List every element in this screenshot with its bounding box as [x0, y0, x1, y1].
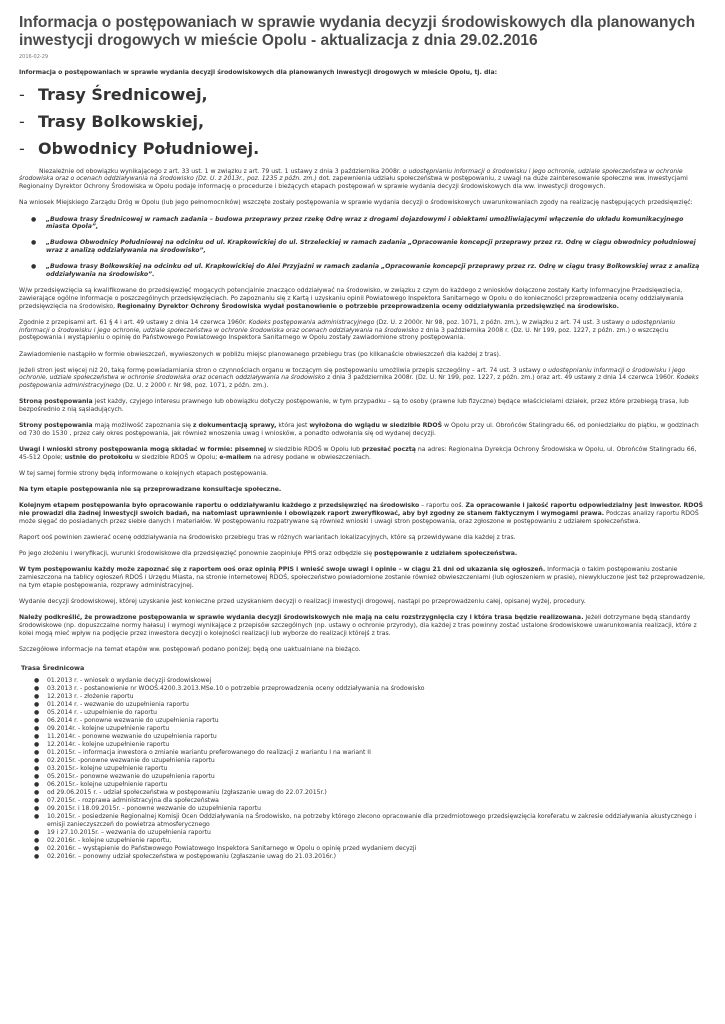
timeline-item: ● 19 i 27.10.2015r. – wezwania do uzupełnienia raportu	[19, 829, 707, 837]
text: W/w przedsięwzięcia są kwalifikowane do przedsięwzięć mogących potencjalnie znacząco oddziaływać na środowisko, w związku z czym do każdego z wniosków dołączone zostały Karty Informacyjne Przedsięwzięcia, zawierające ogólne informacje o poszczególnych przedsięwzięciach. Po zapoznaniu się z Kartą i uzyskaniu opinii Powiatowego Inspektora Sanitarnego w Opolu o do konieczności przeprowadzenia oceny oddziaływania przedsięwzięcia na środowisko,	[19, 287, 684, 310]
law-citation: Kodeks postępowania administracyjnego	[19, 374, 699, 390]
text: (Dz. U. z 2000r. Nr 98, poz. 1071, z późn. zm.), w związku z art. 74 ust. 3 ustawy	[376, 318, 624, 326]
text-bold: z dokumentacją sprawy,	[192, 422, 277, 430]
paragraph-emphasis	[19, 614, 707, 637]
text: w siedzibie RDOŚ w Opolu lub	[268, 446, 361, 454]
paragraph-public-participation	[19, 566, 707, 589]
list-item	[19, 263, 707, 279]
paragraph-announcement: Zawiadomienie nastąpiło w formie obwieszczeń, wywieszonych w pobliżu miejsc planowanego przebiegu tras (po kilkanaście obwieszczeń dla każdej z tras).	[19, 350, 501, 358]
text: która jest	[278, 422, 308, 430]
paragraph-notification	[19, 319, 707, 342]
text-bold: ustnie do protokołu	[64, 453, 133, 461]
timeline-item: ● 05.2015r.- ponowne wezwanie do uzupełnienia raportu	[19, 773, 707, 781]
text: w Opolu przy ul. Obrońców Stalingradu 66, od poniedziałku do piątku, w godzinach od 730 do 1530 , przez cały okres postępowania, jak również wnoszenia uwag i wniosków, a ponadto odwołania się od wydanej decyzji.	[19, 422, 699, 437]
text-bold: Na tym etapie postępowania nie są przeprowadzane konsultacje społeczne.	[19, 486, 282, 494]
route-dash: -	[19, 138, 25, 158]
law-citation: o udostępnianiu informacji o środowisku i jego ochronie, udziale społeczeństwa w ochronie środowiska oraz ocenach oddziaływania na środowisko	[19, 366, 686, 382]
text: (Dz. U. z 2000 r. Nr 98, poz. 1071, z późn. zm.).	[122, 382, 269, 390]
text-bold: : pisemnej	[230, 446, 267, 454]
route-item	[19, 112, 707, 131]
list-item	[19, 216, 707, 232]
timeline-list	[19, 677, 707, 861]
law-citation: o udostępnianiu informacji o środowisku i jego ochronie, udziale społeczeństwa w ochronie środowiska oraz o ocenach oddziaływania na środowisko (Dz. U. z 2013r., poz. 1235 z późn. zm.)	[19, 167, 683, 183]
text-bold: przesłać pocztą	[362, 446, 416, 454]
text: Po jego złożeniu i weryfikacji, wurunki środowiskowe dla przedsięwzięć ponownie zaopiniuje PPIS oraz odbędzie się	[19, 550, 373, 558]
paragraph-no-consultation	[19, 486, 707, 494]
timeline-item: ● 01.2015r. – informacja inwestora o zmianie wariantu preferowanego do realizacji z wariantu I na wariant II	[19, 749, 707, 757]
text-bold: wyłożona do wglądu w siedzibie RDOŚ	[309, 422, 443, 430]
paragraph-report	[19, 502, 707, 525]
text: Jeżeli stron jest więcej niż 20, taką formę powiadamiania stron o czynnościach organu w toczącym się postępowaniu umożliwia przepis szczególny – art. 74 ust. 3 ustawy	[19, 366, 541, 374]
route-dash: -	[19, 84, 25, 104]
timeline-item: ● 01.2013 r. - wniosek o wydanie decyzji środowiskowej	[19, 677, 707, 685]
timeline-item: ● 10.2015r. - posiedzenie Regionalnej Komisji Ocen Oddziaływania na Środowisko, na potrzeby którego zlecono opracowanie dla przedmiotowego przedsięwzięcia koreferatu w zakresie oddziaływania akustycznego i emisji zanieczyszczeń do powietrza atmosferycznego	[19, 813, 707, 829]
text: Informacja o takim postępowaniu zostanie zamieszczona na tablicy ogłoszeń RDOŚ i Urzędu Miasta, na stronie internetowej RDOŚ, społeczeństwo powiadomione zostanie również obwieszczeniami (lub ogłoszeniem w prasie), niewykluczone jest też przeprowadzenie, na tym etapie postępowania, rozprawy administracyjnej.	[19, 566, 705, 589]
text: jest każdy, czyjego interesu prawnego lub obowiązku dotyczy postępowanie, w tym przypadku – są to osoby (prawne lub fizyczne) będące właścicielami działek, przez które przebiegą trasa, lub bezpośrednio z nią sąsiadujących.	[19, 398, 689, 414]
timeline-item: ● 09.2015r. i 18.09.2015r. - ponowne wezwanie do uzupełnienia raportu	[19, 805, 707, 813]
text-bold: Za opracowanie i jakość raportu odpowiedzialny jest inwestor. RDOŚ nie prowadzi dla żadnej inwestycji swoich badań, na natomiast uprawnienie i obowiązek raport zweryfikować, aby był zgodny ze stanem faktycznym i wymogami prawa.	[19, 502, 704, 518]
text: Podczas analizy raportu RDOŚ może sięgać do posiadanych przez siebie danych i materiałów. W postępowaniu rozpatrywane są również wnioski i uwagi stron postępowania, oraz zgłoszone w postępowaniu z udziałem społeczeństwa.	[19, 510, 699, 525]
text-bold: Strony postępowania	[19, 422, 93, 430]
text-bold: Regionalny Dyrektor Ochrony Środowiska wydał postanowienie o potrzebie przeprowadzenia oceny oddziaływania przedsięwzięć na środowisko.	[117, 302, 619, 310]
paragraph-decision: Wydanie decyzji środowiskowej, której uzyskanie jest konieczne przed uzyskaniem decyzji o realizacji inwestycji drogowej, nastąpi po przeprowadzeniu całej, opisanej wyżej, procedury.	[19, 598, 586, 606]
section-title: Trasa Średnicowa	[21, 663, 85, 672]
page-title: Informacja o postępowaniach w sprawie wydania decyzji środowiskowych dla planowanych inwestycji drogowych w mieście Opolu - aktualizacja z dnia 29.02.2016	[19, 14, 696, 49]
timeline-item: ● 11.2014r. - ponowne wezwanie do uzupełnienia raportu	[19, 733, 707, 741]
timeline-item: ● 12.2013 r. - złożenie raportu	[19, 693, 707, 701]
timeline-item: ● 02.2016r. – ponowny udział społeczeństwa w postępowaniu (zgłaszanie uwag do 21.03.2016r.)	[19, 853, 707, 861]
paragraph-comments	[19, 446, 707, 461]
text-bold: Kolejnym etapem postępowania było opracowanie raportu o oddziaływaniu każdego z przedsięwzięć na środowisko	[19, 502, 420, 510]
timeline-item: ● 01.2014 r. - wezwanie do uzupełnienia raportu	[19, 701, 707, 709]
text-bold: Uwagi i wnioski strony postępowania mogą składać w formie	[19, 446, 231, 454]
timeline-item: ● 06.2015r.- kolejne uzupełnienie raportu	[19, 781, 707, 789]
timeline-item: ● 02.2015r. -ponowne wezwanie do uzupełnienia raportu	[19, 757, 707, 765]
project-name: „Budowa Obwodnicy Południowej na odcinku od ul. Krapkowickiej do ul. Strzeleckiej w ramach zadania „Opracowanie koncepcji przeprawy przez rz. Odrę w ciągu obwodnicy południowej wraz z analizą oddziaływania na środowisko”,	[46, 239, 696, 254]
text: dot. zapewnienia udziału społeczeństwa w postępowaniu, z uwagi na duże zainteresowanie społeczne ww. inwestycjami Regionalny Dyrektor Ochrony Środowiska w Opolu podaje informację o procedurze i bieżących etapach postępowań w sprawie wydania decyzji środowiskowych dla ww. inwestycji drogowych.	[19, 175, 688, 191]
law-citation: o udostępnianiu informacji o środowisku i jego ochronie, udziale społeczeństwa w ochronie środowiska oraz ocenach oddziaływania na środowisko	[19, 318, 676, 334]
project-name: „Budowa trasy Średnicowej w ramach zadania – budowa przeprawy przez rzekę Odrę wraz z drogami dojazdowymi i obiektami umożliwiającymi włączenie do układu komunikacyjnego miasta Opola”,	[46, 215, 684, 231]
route-item	[19, 139, 707, 158]
text: na adres: Regionalna Dyrekcja Ochrony Środowiska w Opolu, ul. Obrońców Stalingradu 66, 45-512 Opole;	[19, 446, 697, 461]
paragraph-qualification	[19, 287, 707, 310]
text: z dnia 3 października 2008r. (Dz. U. Nr 199, poz. 1227, z późn. zm.) oraz art. 49 ustawy z dnia 14 czerwca 1960r.	[327, 374, 675, 382]
project-list	[19, 216, 707, 279]
text-bold: Należy podkreślić, że prowadzone postępowania w sprawie wydania decyzji środowiskowych nie mają na celu rozstrzygnięcia czy i która trasa będzie realizowana.	[19, 614, 584, 622]
intro-paragraph	[19, 69, 707, 77]
paragraph-details: Szczegółowe informacje na temat etapów ww. postępowań podano poniżej; będą one uaktualniane na bieżąco.	[19, 645, 361, 653]
route-item	[19, 85, 707, 104]
list-item	[19, 239, 707, 255]
timeline-item: ● od 29.06.2015 r. - udział społeczeństwa w postępowaniu (zgłaszanie uwag do 22.07.2015r.)	[19, 789, 707, 797]
timeline-item: ● 06.2014 r. - ponowne wezwanie do uzupełnienia raportu	[19, 717, 707, 725]
publish-date: 2016-02-29	[19, 54, 49, 60]
timeline-item: ● 09.2014r. - kolejne uzupełnienie raportu	[19, 725, 707, 733]
route-label: Obwodnicy Południowej.	[38, 138, 260, 158]
timeline-item: ● 03.2013 r. - postanowienie nr WOOŚ.4200.3.2013.MSe.10 o potrzebie przeprowadzenia oceny oddziaływania na środowisko	[19, 685, 707, 693]
text-bold: Stroną postępowania	[19, 398, 93, 406]
text: na adresy podane w obwieszczeniach.	[253, 453, 371, 461]
law-citation: Kodeks postępowania administracyjnego	[248, 318, 375, 326]
intro-text: Informacja o postępowaniach w sprawie wydania decyzji środowiskowych dla planowanych inwestycji drogowych w mieście Opolu, tj. dla:	[19, 69, 498, 76]
text-bold: e-mailem	[219, 453, 252, 461]
timeline-item: ● 02.2016r. – wystąpienie do Państwowego Powiatowego Inspektora Sanitarnego w Opolu o opinię przed wydaniem decyzji	[19, 845, 707, 853]
paragraph-report-content: Raport ooś powinien zawierać ocenę oddziaływania na środowisko przebiegu tras w różnych wariantach lokalizacyjnych, które są przewidywane dla każdej z tras.	[19, 534, 516, 542]
text: w siedzibie RDOŚ w Opolu;	[134, 453, 218, 461]
route-dash: -	[19, 111, 25, 131]
timeline-item: ● 12.2014r. - kolejne uzupełnienie raportu	[19, 741, 707, 749]
timeline-item: ● 02.2016r. - kolejne uzupełnienie raportu,	[19, 837, 707, 845]
text: z dnia 3 października 2008 r. (Dz. U. Nr 199, poz. 1227, z późn. zm.) o wszczęciu postępowania i wystąpieniu o opinię do Państwowego Powiatowego Inspektora Sanitarnego w Opolu zostały zawiadomione strony postępowania.	[19, 326, 669, 342]
project-name: „Budowa trasy Bolkowskiej na odcinku od ul. Krapkowickiej do Alei Przyjaźni w ramach zadania „Opracowanie koncepcji przeprawy przez rz. Odrę w ciągu trasy Bolkowskiej wraz z analizą oddziaływania na środowisko”.	[46, 262, 700, 278]
paragraph-verification	[19, 550, 707, 558]
paragraph-proceedings: Na wniosek Miejskiego Zarządu Dróg w Opolu (lub jego pełnomocników) wszczęte zostały postępowania w sprawie wydania decyzji o środowiskowych uwarunkowaniach zgody na realizację następujących przedsięwzięć:	[19, 199, 693, 207]
paragraph-same-form: W tej samej formie strony będą informowane o kolejnych etapach postępowania.	[19, 470, 268, 478]
text-bold: W tym postępowaniu każdy może zapoznać się z raportem ooś oraz opinią PPIS i wnieść swoje uwagi i opinie – w ciągu 21 dni od ukazania się ogłoszeń.	[19, 566, 546, 574]
text: mają możliwość zapoznania się	[94, 422, 191, 430]
timeline-item: ● 03.2015r.- kolejne uzupełnienie raportu	[19, 765, 707, 773]
timeline-item: ● 07.2015r. - rozprawa administracyjna dla społeczeństwa	[19, 797, 707, 805]
text: Jeżeli dotrzymane będą standardy środowiskowe (np. dopuszczalne normy hałasu) i wymogi wynikające z przepisów szczególnych (np. ustawy o ochronie przyrody), dla każdej z tras powinny zostać ustalone środowiskowe uwarunkowania realizacji, które z kolei mogą mieć wpływ na podjęcie przez inwestora decyzji o kolejności realizacji lub wyborze do realizacji którejś z tras.	[19, 614, 697, 637]
paragraph-documentation	[19, 422, 707, 437]
text: – raportu ooś.	[421, 502, 464, 510]
route-label: Trasy Bolkowskiej,	[38, 111, 205, 131]
paragraph-more-than-20	[19, 367, 707, 390]
route-label: Trasy Średnicowej,	[38, 84, 208, 104]
text: Niezależnie od obowiązku wynikającego z art. 33 ust. 1 w związku z art. 79 ust. 1 ustawy z dnia 3 października 2008r.	[39, 167, 401, 175]
text-bold: postępowanie z udziałem społeczeństwa.	[374, 550, 518, 558]
paragraph-legal-basis	[19, 168, 707, 191]
paragraph-party-definition	[19, 398, 707, 413]
timeline-item: ● 05.2014 r. - uzupełnienie do raportu	[19, 709, 707, 717]
text: Zgodnie z przepisami art. 61 § 4 i art. 49 ustawy z dnia 14 czerwca 1960r.	[19, 318, 247, 326]
